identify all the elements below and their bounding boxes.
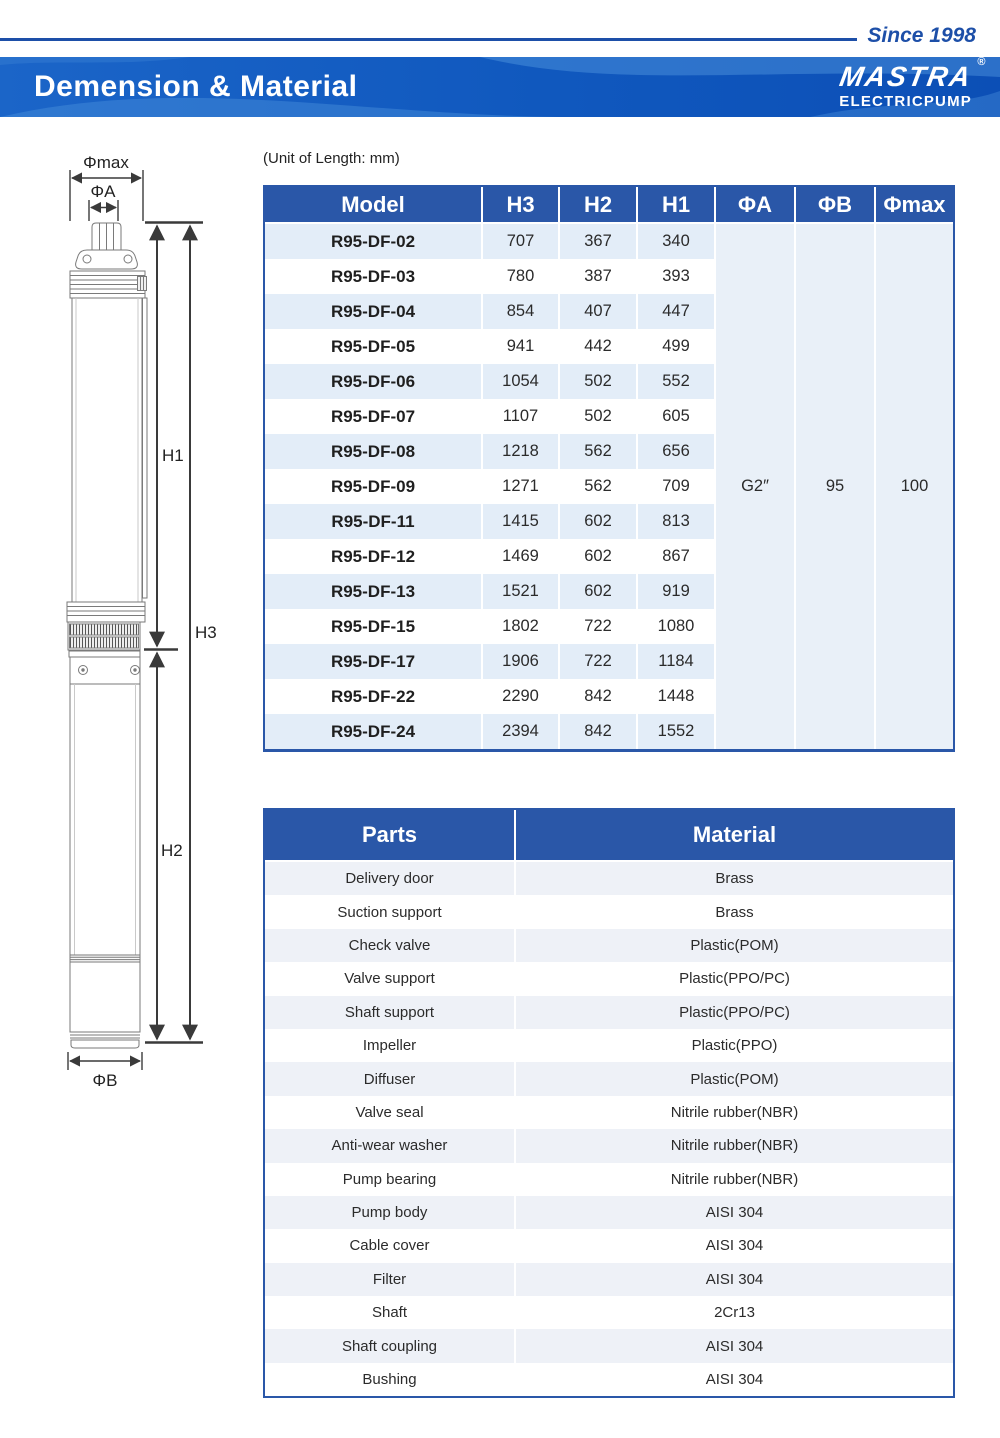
value-cell: 1218 — [481, 434, 558, 469]
value-cell: 919 — [636, 574, 714, 609]
column-header-h2: H2 — [558, 187, 636, 224]
part-name-cell: Shaft support — [265, 996, 514, 1029]
value-cell: 1054 — [481, 364, 558, 399]
model-cell: R95-DF-22 — [265, 679, 481, 714]
parts-table — [263, 808, 955, 1398]
value-cell: 780 — [481, 259, 558, 294]
model-cell: R95-DF-13 — [265, 574, 481, 609]
pump-diagram — [0, 0, 260, 1100]
phi-max-label: Φmax — [83, 153, 129, 172]
material-cell: Nitrile rubber(NBR) — [514, 1163, 953, 1196]
model-cell: R95-DF-05 — [265, 329, 481, 364]
value-cell: 1906 — [481, 644, 558, 679]
part-name-cell: Cable cover — [265, 1229, 514, 1262]
value-cell: 1552 — [636, 714, 714, 749]
material-cell: AISI 304 — [514, 1263, 953, 1296]
model-cell: R95-DF-15 — [265, 609, 481, 644]
value-cell: 340 — [636, 224, 714, 259]
part-name-cell: Shaft coupling — [265, 1329, 514, 1362]
value-cell: 1469 — [481, 539, 558, 574]
page-title: Demension & Material — [34, 70, 358, 103]
model-cell: R95-DF-07 — [265, 399, 481, 434]
model-cell: R95-DF-12 — [265, 539, 481, 574]
value-cell: 709 — [636, 469, 714, 504]
value-cell: 552 — [636, 364, 714, 399]
value-cell: 722 — [558, 609, 636, 644]
value-cell: 502 — [558, 364, 636, 399]
model-cell: R95-DF-11 — [265, 504, 481, 539]
column-header-phi-a: ΦA — [714, 187, 794, 224]
part-name-cell: Check valve — [265, 929, 514, 962]
part-name-cell: Bushing — [265, 1363, 514, 1396]
value-cell: 1415 — [481, 504, 558, 539]
value-cell: 2290 — [481, 679, 558, 714]
part-name-cell: Delivery door — [265, 862, 514, 895]
h1-label: H1 — [162, 446, 184, 465]
value-cell: 562 — [558, 434, 636, 469]
value-cell: 722 — [558, 644, 636, 679]
h2-label: H2 — [161, 841, 183, 860]
merged-phi-a-value: G2″ — [714, 224, 794, 749]
part-name-cell: Valve seal — [265, 1096, 514, 1129]
material-cell: Nitrile rubber(NBR) — [514, 1129, 953, 1162]
unit-note: (Unit of Length: mm) — [263, 150, 400, 167]
value-cell: 1184 — [636, 644, 714, 679]
phi-b-label: ΦB — [92, 1071, 118, 1090]
value-cell: 1107 — [481, 399, 558, 434]
part-name-cell: Pump bearing — [265, 1163, 514, 1196]
material-cell: Brass — [514, 862, 953, 895]
part-name-cell: Pump body — [265, 1196, 514, 1229]
registered-mark-icon: ® — [977, 57, 986, 68]
value-cell: 499 — [636, 329, 714, 364]
material-cell: 2Cr13 — [514, 1296, 953, 1329]
material-cell: Plastic(PPO/PC) — [514, 962, 953, 995]
column-header-phi-b: ΦB — [794, 187, 874, 224]
material-cell: Plastic(PPO) — [514, 1029, 953, 1062]
part-name-cell: Anti-wear washer — [265, 1129, 514, 1162]
value-cell: 854 — [481, 294, 558, 329]
value-cell: 941 — [481, 329, 558, 364]
merged-phi-max-value: 100 — [874, 224, 953, 749]
pump-outline — [67, 223, 147, 1048]
value-cell: 562 — [558, 469, 636, 504]
column-header-phi-max: Φmax — [874, 187, 953, 224]
value-cell: 1448 — [636, 679, 714, 714]
material-cell: Plastic(POM) — [514, 1062, 953, 1095]
part-name-cell: Shaft — [265, 1296, 514, 1329]
material-cell: Brass — [514, 895, 953, 928]
phi-a-label: ΦA — [90, 182, 116, 201]
model-cell: R95-DF-17 — [265, 644, 481, 679]
value-cell: 656 — [636, 434, 714, 469]
value-cell: 387 — [558, 259, 636, 294]
value-cell: 447 — [636, 294, 714, 329]
column-header-h1: H1 — [636, 187, 714, 224]
value-cell: 1521 — [481, 574, 558, 609]
value-cell: 407 — [558, 294, 636, 329]
brand-name: MASTRA — [837, 61, 975, 92]
value-cell: 602 — [558, 504, 636, 539]
value-cell: 842 — [558, 714, 636, 749]
material-cell: Nitrile rubber(NBR) — [514, 1096, 953, 1129]
model-cell: R95-DF-24 — [265, 714, 481, 749]
value-cell: 602 — [558, 574, 636, 609]
value-cell: 867 — [636, 539, 714, 574]
material-cell: Plastic(POM) — [514, 929, 953, 962]
value-cell: 842 — [558, 679, 636, 714]
part-name-cell: Filter — [265, 1263, 514, 1296]
material-cell: AISI 304 — [514, 1329, 953, 1362]
part-name-cell: Suction support — [265, 895, 514, 928]
column-header-parts: Parts — [265, 810, 514, 862]
model-cell: R95-DF-08 — [265, 434, 481, 469]
value-cell: 393 — [636, 259, 714, 294]
material-cell: Plastic(PPO/PC) — [514, 996, 953, 1029]
column-header-model: Model — [265, 187, 481, 224]
material-cell: AISI 304 — [514, 1196, 953, 1229]
column-header-material: Material — [514, 810, 953, 862]
material-cell: AISI 304 — [514, 1229, 953, 1262]
value-cell: 1080 — [636, 609, 714, 644]
part-name-cell: Valve support — [265, 962, 514, 995]
column-header-h3: H3 — [481, 187, 558, 224]
value-cell: 442 — [558, 329, 636, 364]
material-cell: AISI 304 — [514, 1363, 953, 1396]
part-name-cell: Impeller — [265, 1029, 514, 1062]
brand-subtitle: ELECTRICPUMP — [839, 93, 972, 110]
model-cell: R95-DF-03 — [265, 259, 481, 294]
value-cell: 813 — [636, 504, 714, 539]
value-cell: 602 — [558, 539, 636, 574]
value-cell: 605 — [636, 399, 714, 434]
value-cell: 502 — [558, 399, 636, 434]
model-cell: R95-DF-06 — [265, 364, 481, 399]
value-cell: 367 — [558, 224, 636, 259]
model-cell: R95-DF-02 — [265, 224, 481, 259]
merged-phi-b-value: 95 — [794, 224, 874, 749]
h3-label: H3 — [195, 623, 217, 642]
part-name-cell: Diffuser — [265, 1062, 514, 1095]
value-cell: 1802 — [481, 609, 558, 644]
since-text: Since 1998 — [867, 24, 976, 47]
brand-logo — [837, 57, 986, 110]
model-cell: R95-DF-04 — [265, 294, 481, 329]
value-cell: 707 — [481, 224, 558, 259]
model-cell: R95-DF-09 — [265, 469, 481, 504]
value-cell: 2394 — [481, 714, 558, 749]
dimension-table — [263, 185, 955, 752]
value-cell: 1271 — [481, 469, 558, 504]
